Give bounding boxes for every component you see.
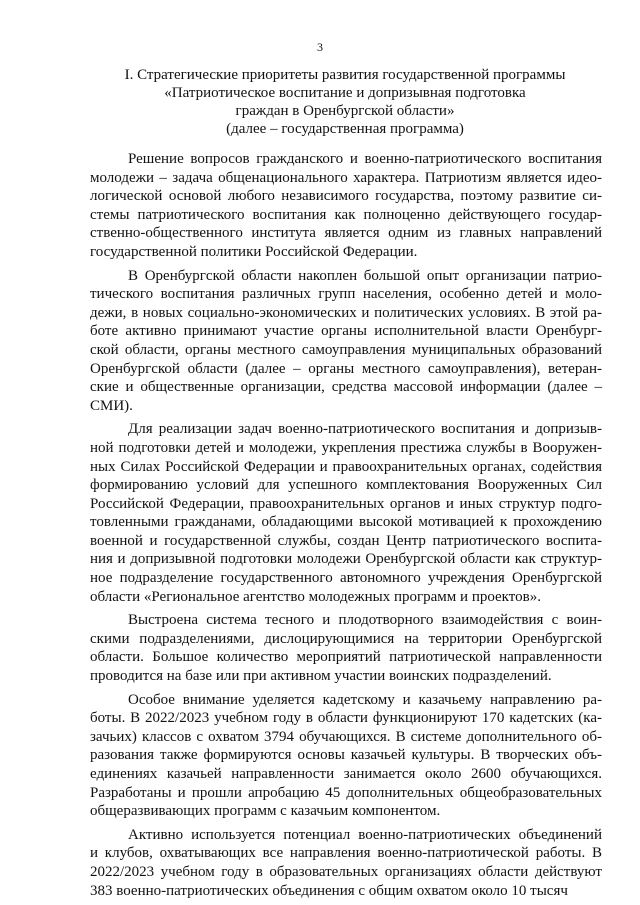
page-number: 3 — [317, 40, 323, 54]
paragraph-line: 383 военно-патриотических объединения с общим охватом около 10 тысяч — [90, 882, 568, 899]
paragraph-line: Выстроена система тесного и плодотворного взаимодействия с воин- — [128, 612, 602, 629]
paragraph-line: боты. В 2022/2023 учебном году в области функционируют 170 кадетских (ка- — [90, 710, 602, 727]
section-heading — [90, 66, 600, 138]
paragraph — [90, 150, 602, 262]
paragraph-line: тического воспитания различных групп населения, особенно детей и моло- — [90, 286, 602, 303]
paragraph-line: товленными гражданами, обладающими высокой мотивацией к прохождению — [90, 514, 602, 531]
heading-line: «Патриотическое воспитание и допризывная подготовка — [164, 85, 526, 101]
paragraph-line: Решение вопросов гражданского и военно-патриотического воспитания — [128, 151, 602, 167]
heading-line: I. Стратегические приоритеты развития государственной программы — [124, 67, 566, 83]
paragraph-line: государственной политики Российской Федерации. — [90, 243, 418, 260]
heading-line: граждан в Оренбургской области» — [235, 103, 455, 119]
paragraph-line: ственно-общественного института является одним из главных направлений — [90, 225, 602, 242]
paragraph-line: В Оренбургской области накоплен большой опыт организации патрио- — [128, 267, 602, 284]
paragraph-line: ной подготовки детей и молодежи, укрепления престижа службы в Вооружен- — [90, 439, 602, 456]
paragraph-line: зачьих) классов с охватом 3794 обучающихся. В системе дополнительного об- — [90, 728, 602, 745]
paragraph-line: Российской Федерации, правоохранительных органов и иных структур подго- — [90, 495, 602, 512]
paragraph-line: области «Региональное агентство молодежных программ и проектов». — [90, 588, 541, 605]
paragraph-line: разования также формируются основы казачьей культуры. В творческих объ- — [90, 747, 602, 764]
body-text — [90, 150, 602, 900]
paragraph-line: ное подразделение государственного автономного учреждения Оренбургской — [90, 570, 602, 587]
paragraph-line: военной и государственной службы, создан Центр патриотического воспита- — [90, 532, 602, 549]
paragraph-line: ния и допризывной подготовки молодежи Оренбургской области как структур- — [90, 551, 602, 568]
heading-line: (далее – государственная программа) — [226, 121, 464, 137]
paragraph-line: общеразвивающих программ с казачьим компонентом. — [90, 803, 441, 820]
paragraph — [90, 420, 602, 606]
paragraph-line: Для реализации задач военно-патриотического воспитания и допризыв- — [128, 421, 602, 438]
paragraph-line: дежи, в новых социально-экономических и политических условиях. В этой ра- — [90, 304, 602, 321]
paragraph-line: СМИ). — [90, 397, 133, 414]
paragraph-line: логической основой любого независимого государства, поэтому развитие си- — [90, 188, 602, 205]
paragraph-line: формированию условий для успешного комплектования Вооруженных Сил — [90, 477, 602, 494]
paragraph-line: ской области, органы местного самоуправления муниципальных образований — [90, 341, 602, 358]
paragraph-line: ных Силах Российской Федерации и правоохранительных органах, содействия — [90, 458, 602, 475]
paragraph-line: ские и общественные организации, средства массовой информации (далее – — [90, 379, 602, 396]
paragraph — [90, 267, 602, 416]
paragraph-line: скими подразделениями, дислоцирующимися на территории Оренбургской — [90, 630, 602, 647]
paragraph-line: Активно используется потенциал военно-патриотических объединений — [128, 826, 602, 843]
paragraph-line: Оренбургской области (далее – органы местного самоуправления), ветеран- — [90, 360, 602, 377]
paragraph-line: Особое внимание уделяется кадетскому и казачьему направлению ра- — [128, 691, 602, 708]
paragraph-line: области. Большое количество мероприятий патриотической направленности — [90, 649, 602, 666]
paragraph-line: стемы патриотического воспитания как полноценно действующего государ- — [90, 206, 602, 223]
paragraph-line: боте активно принимают участие органы исполнительной власти Оренбург- — [90, 323, 602, 340]
paragraph-line: проводится на базе или при активном участии воинских подразделений. — [90, 668, 552, 685]
paragraph-line: молодежи – задача общенационального характера. Патриотизм является идео- — [90, 169, 602, 186]
paragraph — [90, 826, 602, 900]
paragraph-line: Разработаны и прошли апробацию 45 дополнительных общеобразовательных — [90, 784, 602, 801]
paragraph — [90, 611, 602, 685]
paragraph-line: единениях казачьей направленности занимается около 2600 обучающихся. — [90, 766, 602, 782]
paragraph-line: и клубов, охватывающих все направления военно-патриотической работы. В — [90, 845, 602, 862]
paragraph — [90, 691, 602, 821]
paragraph-line: 2022/2023 учебном году в образовательных организациях области действуют — [90, 863, 602, 880]
